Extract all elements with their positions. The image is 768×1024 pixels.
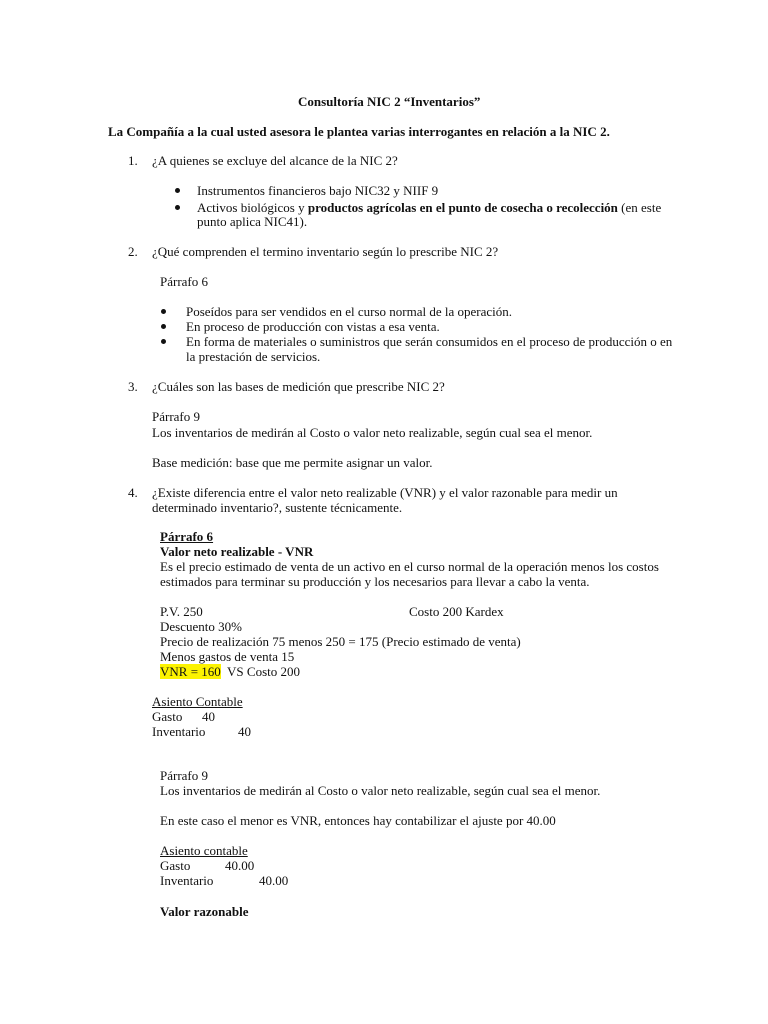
vnr-definition-continued: estimados para terminar su producción y los necesarios para llevar a cabo la venta. <box>160 574 590 589</box>
vnr-definition: Es el precio estimado de venta de un activo en el curso normal de la operación menos los costos <box>160 559 659 574</box>
vnr-heading: Valor neto realizable - VNR <box>160 544 314 559</box>
pv-value: P.V. 250 <box>160 604 203 619</box>
asiento-2-inventario-label: Inventario <box>160 873 214 888</box>
paragraph-9-text: Los inventarios de medirán al Costo o valor neto realizable, según cual sea el menor. <box>160 783 601 798</box>
q3-text: Los inventarios de medirán al Costo o valor neto realizable, según cual sea el menor. <box>152 425 593 440</box>
q1-number: 1. <box>128 153 138 168</box>
q2-bullet-2: En proceso de producción con vistas a esa venta. <box>186 319 440 334</box>
q1-bullet-2: Activos biológicos y productos agrícolas en el punto de cosecha o recolección (en este <box>197 200 662 215</box>
q2-bullet-3: En forma de materiales o suministros que serán consumidos en el proceso de producción o en <box>186 334 673 349</box>
q2-number: 2. <box>128 244 138 259</box>
document-title: Consultoría NIC 2 “Inventarios” <box>298 94 481 109</box>
vnr-highlight: VNR = 160 <box>160 664 221 679</box>
precio-realizacion: Precio de realización 75 menos 250 = 175 (Precio estimado de venta) <box>160 634 521 649</box>
bullet-icon <box>175 205 180 210</box>
q2-question: ¿Qué comprenden el termino inventario según lo prescribe NIC 2? <box>152 244 499 259</box>
q1-bullet-1: Instrumentos financieros bajo NIC32 y NIIF 9 <box>197 183 439 198</box>
costo-value: Costo 200 Kardex <box>409 604 504 619</box>
valor-razonable-heading: Valor razonable <box>160 904 249 919</box>
asiento-2-heading: Asiento contable <box>160 843 248 858</box>
q4-paragraph-ref: Párrafo 6 <box>160 529 214 544</box>
vnr-comparison: VNR = 160 VS Costo 200 <box>160 664 301 679</box>
q4-number: 4. <box>128 485 138 500</box>
asiento-2-gasto-value: 40.00 <box>225 858 255 873</box>
asiento-2-gasto-label: Gasto <box>160 858 191 873</box>
q1-bullet-2-continued: punto aplica NIC41). <box>197 214 308 229</box>
q4-question: ¿Existe diferencia entre el valor neto realizable (VNR) y el valor razonable para medir un <box>152 485 618 500</box>
q2-bullet-3-continued: la prestación de servicios. <box>186 349 321 364</box>
asiento-1-inventario-label: Inventario <box>152 724 206 739</box>
conclusion-text: En este caso el menor es VNR, entonces hay contabilizar el ajuste por 40.00 <box>160 813 556 828</box>
q3-paragraph-ref: Párrafo 9 <box>152 409 201 424</box>
bullet-icon <box>161 309 166 314</box>
q3-base: Base medición: base que me permite asignar un valor. <box>152 455 433 470</box>
descuento-value: Descuento 30% <box>160 619 242 634</box>
q1-question: ¿A quienes se excluye del alcance de la NIC 2? <box>152 153 398 168</box>
asiento-1-inventario-value: 40 <box>238 724 251 739</box>
q2-bullet-1: Poseídos para ser vendidos en el curso normal de la operación. <box>186 304 512 319</box>
q4-question-continued: determinado inventario?, sustente técnicamente. <box>152 500 403 515</box>
asiento-1-gasto-label: Gasto <box>152 709 183 724</box>
paragraph-9-ref: Párrafo 9 <box>160 768 209 783</box>
q3-question: ¿Cuáles son las bases de medición que prescribe NIC 2? <box>152 379 445 394</box>
q3-number: 3. <box>128 379 138 394</box>
q2-paragraph-ref: Párrafo 6 <box>160 274 209 289</box>
asiento-1-heading: Asiento Contable <box>152 694 243 709</box>
menos-gastos: Menos gastos de venta 15 <box>160 649 295 664</box>
bullet-icon <box>161 324 166 329</box>
bullet-icon <box>161 339 166 344</box>
asiento-1-gasto-value: 40 <box>202 709 215 724</box>
asiento-2-inventario-value: 40.00 <box>259 873 289 888</box>
intro-text: La Compañía a la cual usted asesora le plantea varias interrogantes en relación a la NIC 2. <box>108 124 610 139</box>
bullet-icon <box>175 188 180 193</box>
